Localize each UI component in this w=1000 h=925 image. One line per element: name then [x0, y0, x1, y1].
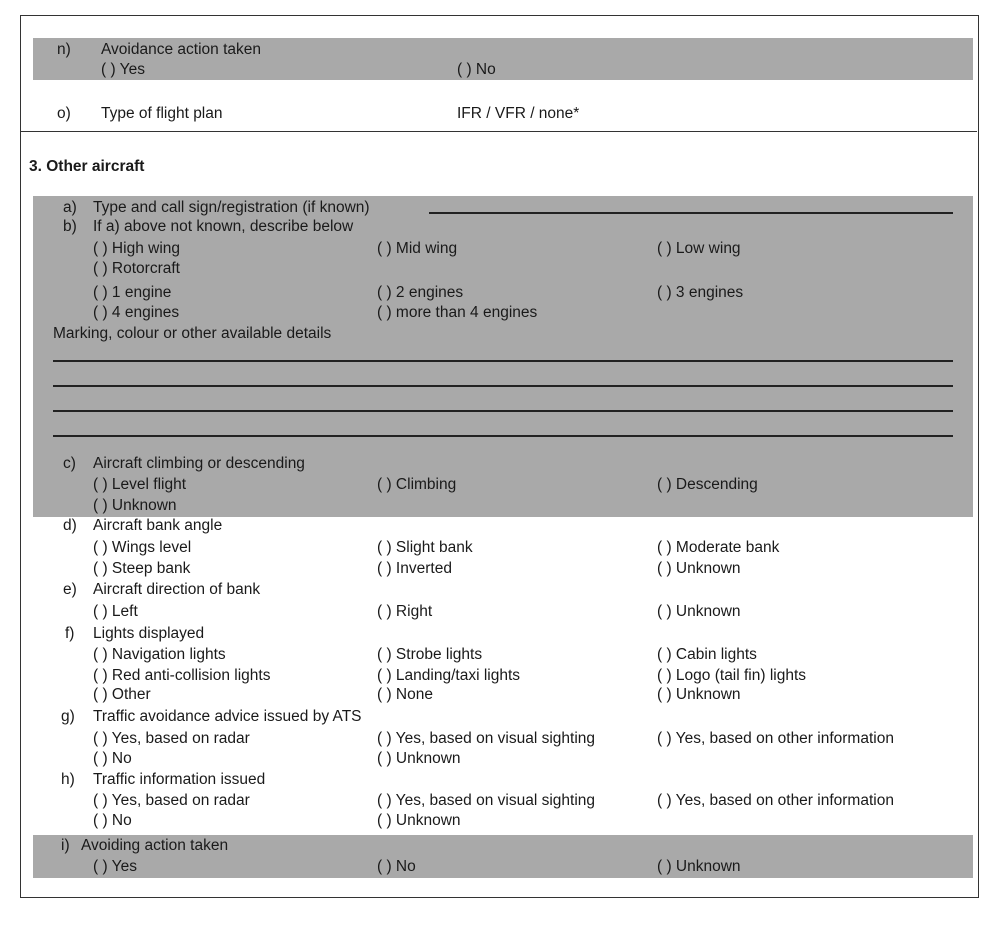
g-yes-visual[interactable]: ( ) Yes, based on visual sighting — [377, 730, 595, 747]
b-mid-wing[interactable]: ( ) Mid wing — [377, 240, 458, 257]
b-marking-label: Marking, colour or other available details — [53, 325, 332, 342]
c-unknown[interactable]: ( ) Unknown — [93, 497, 177, 514]
e-letter: e) — [63, 581, 77, 598]
h-letter: h) — [61, 771, 75, 788]
h-yes-radar[interactable]: ( ) Yes, based on radar — [93, 792, 250, 809]
b-rotorcraft[interactable]: ( ) Rotorcraft — [93, 260, 180, 277]
f-navigation-lights[interactable]: ( ) Navigation lights — [93, 646, 226, 663]
i-unknown[interactable]: ( ) Unknown — [657, 858, 741, 875]
c-climbing[interactable]: ( ) Climbing — [377, 476, 457, 493]
f-logo-lights[interactable]: ( ) Logo (tail fin) lights — [657, 667, 807, 684]
o-letter: o) — [57, 105, 71, 122]
g-letter: g) — [61, 708, 75, 725]
d-slight-bank[interactable]: ( ) Slight bank — [377, 539, 473, 556]
i-no[interactable]: ( ) No — [377, 858, 416, 875]
section-3-heading: 3. Other aircraft — [29, 158, 145, 175]
h-title: Traffic information issued — [93, 771, 266, 788]
f-letter: f) — [65, 625, 75, 642]
c-level-flight[interactable]: ( ) Level flight — [93, 476, 187, 493]
f-landing-taxi-lights[interactable]: ( ) Landing/taxi lights — [377, 667, 521, 684]
e-unknown[interactable]: ( ) Unknown — [657, 603, 741, 620]
i-letter: i) — [61, 837, 70, 854]
b-2-engines[interactable]: ( ) 2 engines — [377, 284, 464, 301]
c-descending[interactable]: ( ) Descending — [657, 476, 758, 493]
b-high-wing[interactable]: ( ) High wing — [93, 240, 180, 257]
o-title: Type of flight plan — [101, 105, 223, 122]
f-other[interactable]: ( ) Other — [93, 686, 151, 703]
b-letter: b) — [63, 218, 77, 235]
f-unknown[interactable]: ( ) Unknown — [657, 686, 741, 703]
marking-line-4[interactable] — [53, 435, 953, 437]
g-yes-other[interactable]: ( ) Yes, based on other information — [657, 730, 894, 747]
d-steep-bank[interactable]: ( ) Steep bank — [93, 560, 191, 577]
e-right[interactable]: ( ) Right — [377, 603, 433, 620]
h-unknown[interactable]: ( ) Unknown — [377, 812, 461, 829]
a-title: Type and call sign/registration (if known) — [93, 199, 370, 216]
a-letter: a) — [63, 199, 77, 216]
h-yes-other[interactable]: ( ) Yes, based on other information — [657, 792, 894, 809]
d-letter: d) — [63, 517, 77, 534]
b-4-engines[interactable]: ( ) 4 engines — [93, 304, 180, 321]
form-frame — [20, 15, 979, 898]
i-title: Avoiding action taken — [81, 837, 229, 854]
b-title: If a) above not known, describe below — [93, 218, 354, 235]
c-title: Aircraft climbing or descending — [93, 455, 305, 472]
n-letter: n) — [57, 41, 71, 58]
b-1-engine[interactable]: ( ) 1 engine — [93, 284, 172, 301]
n-option-yes[interactable]: ( ) Yes — [101, 61, 145, 78]
d-inverted[interactable]: ( ) Inverted — [377, 560, 452, 577]
n-title: Avoidance action taken — [101, 41, 261, 58]
marking-line-3[interactable] — [53, 410, 953, 412]
f-strobe-lights[interactable]: ( ) Strobe lights — [377, 646, 483, 663]
h-yes-visual[interactable]: ( ) Yes, based on visual sighting — [377, 792, 595, 809]
e-left[interactable]: ( ) Left — [93, 603, 138, 620]
b-low-wing[interactable]: ( ) Low wing — [657, 240, 741, 257]
b-3-engines[interactable]: ( ) 3 engines — [657, 284, 744, 301]
marking-line-1[interactable] — [53, 360, 953, 362]
section-divider — [21, 131, 977, 132]
f-red-anti-collision-lights[interactable]: ( ) Red anti-collision lights — [93, 667, 271, 684]
h-no[interactable]: ( ) No — [93, 812, 132, 829]
a-input-line[interactable] — [429, 212, 953, 214]
d-unknown[interactable]: ( ) Unknown — [657, 560, 741, 577]
e-title: Aircraft direction of bank — [93, 581, 261, 598]
b-more-than-4-engines[interactable]: ( ) more than 4 engines — [377, 304, 538, 321]
g-unknown[interactable]: ( ) Unknown — [377, 750, 461, 767]
f-none[interactable]: ( ) None — [377, 686, 433, 703]
d-wings-level[interactable]: ( ) Wings level — [93, 539, 192, 556]
g-no[interactable]: ( ) No — [93, 750, 132, 767]
g-title: Traffic avoidance advice issued by ATS — [93, 708, 362, 725]
g-yes-radar[interactable]: ( ) Yes, based on radar — [93, 730, 250, 747]
n-option-no[interactable]: ( ) No — [457, 61, 496, 78]
i-yes[interactable]: ( ) Yes — [93, 858, 137, 875]
marking-line-2[interactable] — [53, 385, 953, 387]
f-title: Lights displayed — [93, 625, 205, 642]
c-letter: c) — [63, 455, 76, 472]
o-value[interactable]: IFR / VFR / none* — [457, 105, 580, 122]
d-title: Aircraft bank angle — [93, 517, 223, 534]
f-cabin-lights[interactable]: ( ) Cabin lights — [657, 646, 757, 663]
d-moderate-bank[interactable]: ( ) Moderate bank — [657, 539, 780, 556]
